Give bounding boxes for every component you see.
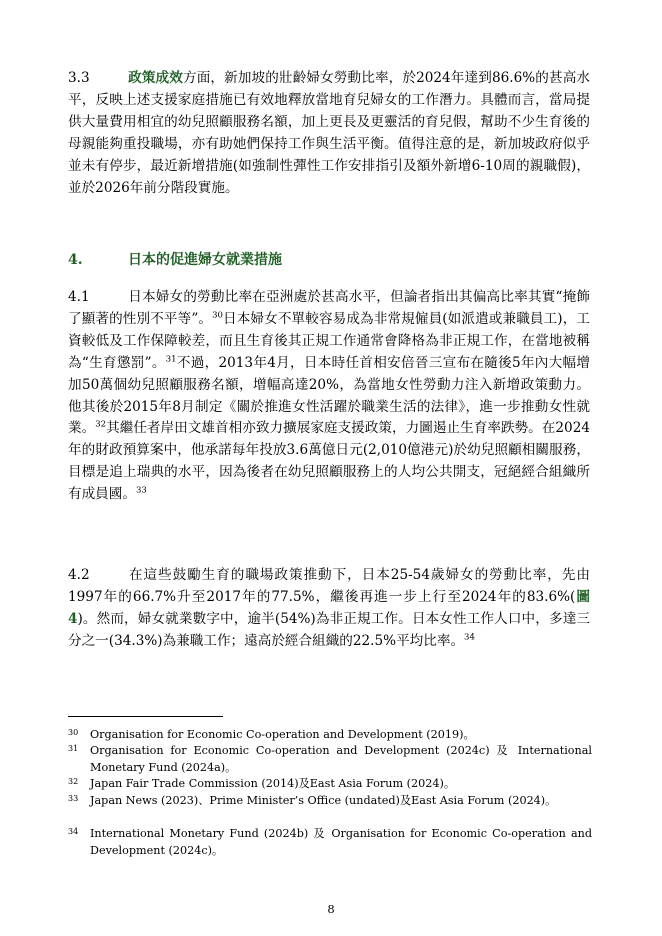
footnote-number: 34 <box>68 827 79 836</box>
section-number: 4. <box>68 252 83 268</box>
footnote-34 <box>68 826 592 859</box>
footnote-ref[interactable]: 34 <box>464 632 475 643</box>
paragraph-4-1 <box>68 287 590 506</box>
paragraph-text: 在這些鼓勵生育的職場政策推動下，日本25-54歲婦女的勞動比率，先由1997年的66.7%升至2017年的77.5%，繼後再進一步上行至2024年的83.6%( <box>68 567 590 605</box>
footnote-ref[interactable]: 30 <box>212 310 223 321</box>
paragraph-4-2 <box>68 565 590 653</box>
footnote-text: Japan News (2023)、Prime Minister’s Office (undated)及East Asia Forum (2024)。 <box>90 794 557 807</box>
paragraph-3-3 <box>68 68 590 199</box>
footnote-32 <box>68 776 592 793</box>
footnote-33 <box>68 793 592 810</box>
footnote-text: International Monetary Fund (2024b) 及 Organisation for Economic Co-operation and Development (2024c)。 <box>90 827 592 857</box>
paragraph-text: 日本婦女的勞動比率在亞洲處於甚高水平，但論者指出其偏高比率其實“掩飾了顯著的性別不平等”。 <box>68 289 590 327</box>
paragraph-text: 其繼任者岸田文雄首相亦致力擴展家庭支援政策，力圖遏止生育率跌勢。在2024年的財政預算案中，他承諾每年投放3.6萬億日元(2,010億港元)於幼兒照顧相關服務，目標是追上瑞典的水平，因為後者在幼兒照顧服務上的人均公共開支，冠絕經合組織所有成員國。 <box>68 420 591 503</box>
paragraph-number: 4.2 <box>68 567 90 583</box>
figure-reference-link[interactable]: 圖4 <box>68 588 591 627</box>
footnote-number: 31 <box>68 744 79 753</box>
paragraph-number: 4.1 <box>68 289 90 305</box>
footnote-31 <box>68 743 592 776</box>
page-number: 8 <box>327 902 335 916</box>
footnote-text: Organisation for Economic Co-operation and Development (2024c) 及 International Monetary Fund (2024a)。 <box>90 744 592 774</box>
paragraph-text: 方面，新加坡的壯齡婦女勞動比率，於2024年達到86.6%的甚高水平，反映上述支援家庭措施已有效地釋放當地育兒婦女的工作潛力。具體而言，當局提供大量費用相宜的幼兒照顧服務名額，加上更長及更靈活的育兒假，幫助不少生育後的母親能夠重投職場，亦有助她們保持工作與生活平衡。值得注意的是，新加坡政府似乎並未有停步，最近新增措施(如強制性彈性工作安排指引及額外新增6-10周的親職假)，並於2026年前分階段實施。 <box>68 70 591 196</box>
footnote-number: 33 <box>68 794 79 803</box>
footnote-text: Organisation for Economic Co-operation and Development (2019)。 <box>90 728 475 741</box>
footnote-ref[interactable]: 32 <box>95 419 107 430</box>
paragraph-text: 日本婦女不單較容易成為非常規僱員(如派遣或兼職員工)，工資較低及工作保障較差，而且生育後其正規工作通常會降格為非正規工作，在當地被稱為“生育懲罰”。 <box>68 310 591 371</box>
footnote-ref[interactable]: 31 <box>165 354 177 365</box>
paragraph-text: )。然而，婦女就業數字中，逾半(54%)為非正規工作。日本女性工作人口中，多達三分之一(34.3%)為兼職工作；遠高於經合組織的22.5%平均比率。 <box>68 610 590 649</box>
footnote-text: Japan Fair Trade Commission (2014)及East Asia Forum (2024)。 <box>90 777 456 790</box>
footnote-ref[interactable]: 33 <box>135 485 147 496</box>
section-heading-4 <box>68 249 590 269</box>
paragraph-number: 3.3 <box>68 70 90 86</box>
bold-lead-term: 政策成效 <box>128 70 183 86</box>
paragraph-text: 不過，2013年4月，日本時任首相安倍晉三宣布在隨後5年內大幅增加50萬個幼兒照顧服務名額，增幅高達20%，為當地女性勞動力注入新增政策動力。他其後於2015年8月制定《關於推進女性活躍於職業生活的法律》，進一步推動女性就業。 <box>68 354 591 437</box>
section-title: 日本的促進婦女就業措施 <box>128 252 282 268</box>
footnote-number: 30 <box>68 728 79 737</box>
footnote-separator <box>68 716 223 717</box>
footnote-30 <box>68 727 592 744</box>
footnote-number: 32 <box>68 777 79 786</box>
